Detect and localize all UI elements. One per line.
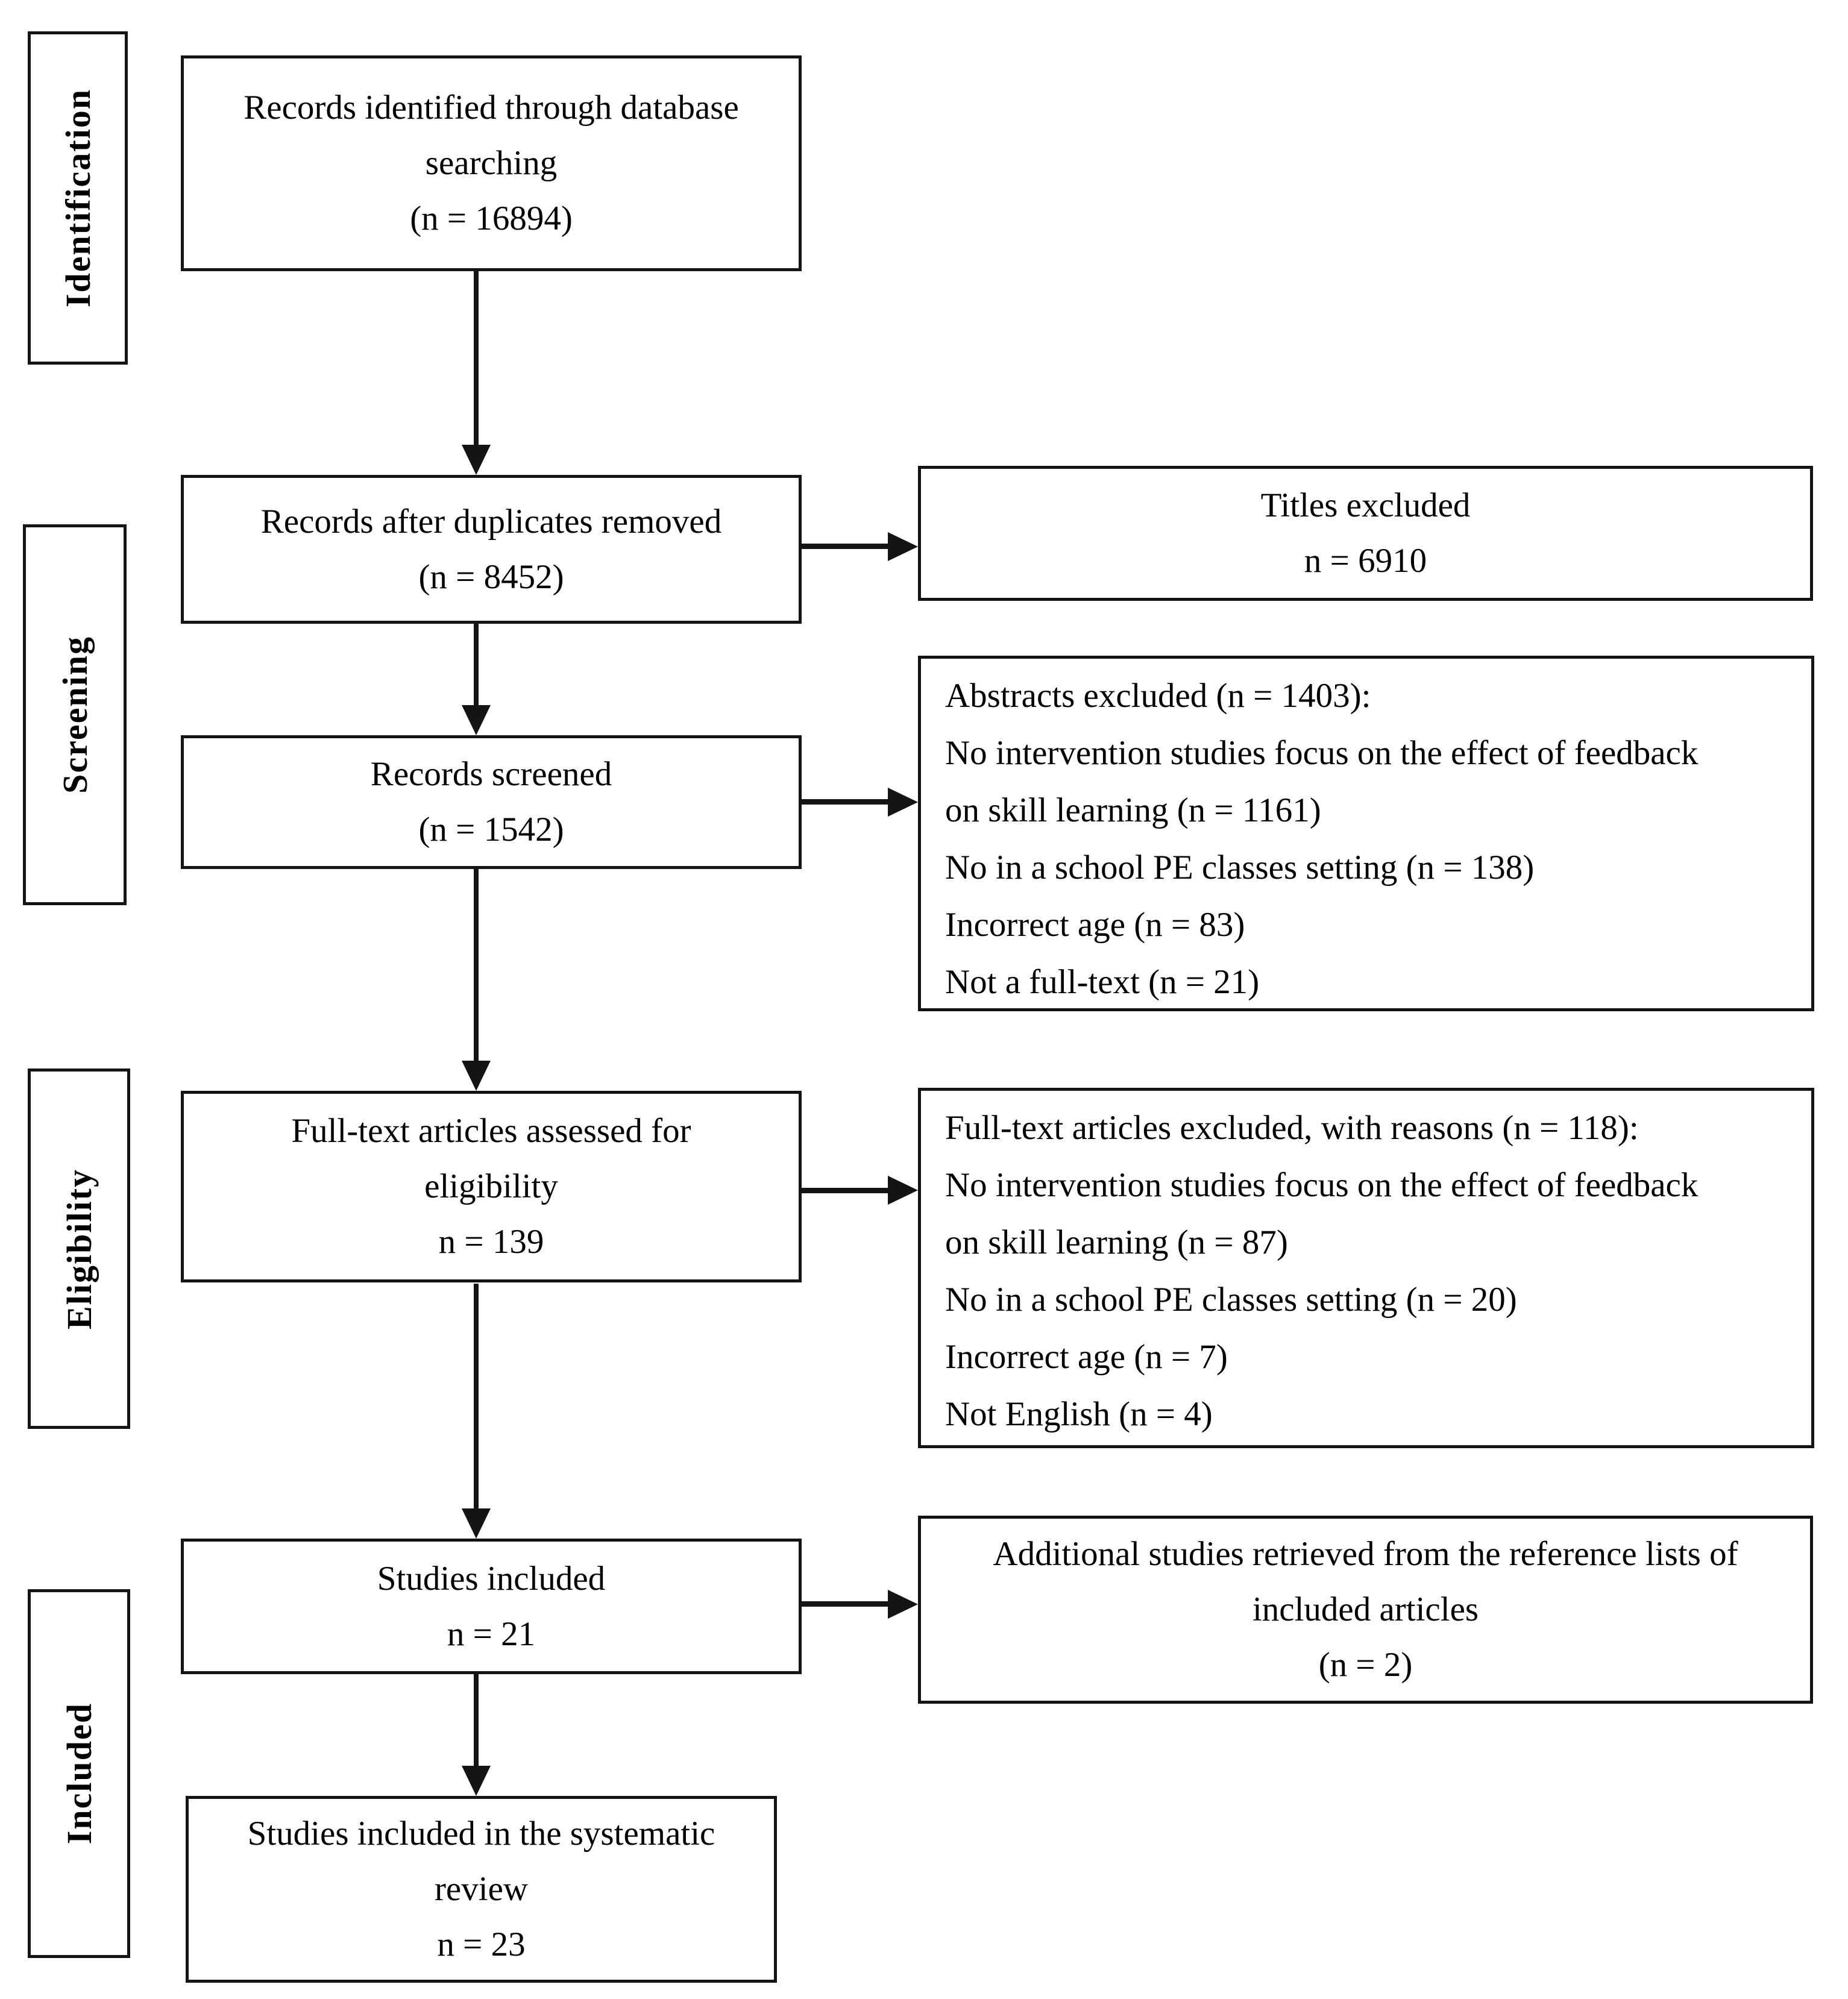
- arrow-right-head-icon: [888, 1176, 918, 1205]
- stage-label-screening: Screening: [55, 636, 95, 794]
- arrow-down-line: [474, 869, 479, 1064]
- text-line: n = 21: [447, 1615, 536, 1653]
- text-line: Records screened: [370, 755, 612, 793]
- arrow-right-head-icon: [888, 532, 918, 561]
- box-studies-in-review: [186, 1796, 777, 1983]
- box-abstracts-excluded: [918, 656, 1814, 1011]
- arrow-down-line: [474, 1674, 479, 1769]
- box-records-screened: [181, 735, 802, 869]
- arrow-down-head-icon: [462, 1508, 491, 1539]
- arrow-down-head-icon: [462, 705, 491, 735]
- text-line: Records identified through database: [244, 89, 739, 127]
- text-line: n = 23: [437, 1925, 526, 1963]
- text-line: (n = 1542): [418, 811, 564, 849]
- arrow-down-line: [474, 271, 479, 447]
- box-fulltext-excluded: [918, 1088, 1814, 1448]
- box-titles-excluded: [918, 466, 1813, 601]
- arrow-down-line: [474, 624, 479, 708]
- text-line: review: [434, 1870, 529, 1908]
- text-line: eligibility: [424, 1167, 558, 1205]
- box-additional-studies: [918, 1516, 1813, 1704]
- text-line: Titles excluded: [1260, 486, 1471, 524]
- box-fulltext-assessed: [181, 1091, 802, 1282]
- arrow-right-line: [802, 1188, 891, 1193]
- text-line: included articles: [1252, 1590, 1479, 1628]
- stage-label-included: Included: [59, 1702, 99, 1845]
- text-line: No intervention studies focus on the effect of feedback: [945, 1166, 1699, 1204]
- text-line: Full-text articles excluded, with reasons (n = 118):: [945, 1109, 1639, 1147]
- text-line: on skill learning (n = 87): [945, 1223, 1288, 1261]
- stage-box-eligibility: [28, 1069, 130, 1429]
- stage-box-screening: [23, 524, 127, 905]
- box-records-identified: [181, 55, 802, 271]
- text-line: No in a school PE classes setting (n = 20): [945, 1281, 1517, 1319]
- arrow-right-line: [802, 544, 891, 549]
- text-line: Incorrect age (n = 83): [945, 906, 1245, 944]
- text-line: Studies included: [377, 1559, 606, 1598]
- stage-label-identification: Identification: [58, 88, 98, 308]
- text-line: (n = 2): [1318, 1646, 1413, 1684]
- text-line: n = 6910: [1304, 542, 1427, 580]
- arrow-down-line: [474, 1284, 479, 1511]
- text-line: Not a full-text (n = 21): [945, 963, 1260, 1001]
- text-line: n = 139: [438, 1223, 544, 1261]
- arrow-down-head-icon: [462, 1061, 491, 1091]
- text-line: Full-text articles assessed for: [291, 1112, 691, 1150]
- stage-label-eligibility: Eligibility: [59, 1168, 99, 1329]
- arrow-right-line: [802, 1601, 891, 1607]
- text-line: No in a school PE classes setting (n = 138): [945, 849, 1535, 887]
- arrow-right-head-icon: [888, 1590, 918, 1619]
- text-line: Not English (n = 4): [945, 1395, 1213, 1433]
- text-line: Abstracts excluded (n = 1403):: [945, 677, 1371, 715]
- arrow-down-head-icon: [462, 445, 491, 475]
- stage-box-included: [28, 1589, 130, 1958]
- arrow-down-head-icon: [462, 1766, 491, 1796]
- box-records-after-duplicates: [181, 475, 802, 624]
- text-line: Incorrect age (n = 7): [945, 1338, 1228, 1376]
- text-line: (n = 16894): [410, 199, 573, 237]
- stage-box-identification: [28, 31, 128, 365]
- text-line: No intervention studies focus on the effect of feedback: [945, 734, 1699, 772]
- text-line: searching: [425, 144, 558, 182]
- text-line: (n = 8452): [418, 557, 564, 596]
- arrow-right-line: [802, 799, 891, 805]
- text-line: Studies included in the systematic: [247, 1815, 715, 1853]
- text-line: on skill learning (n = 1161): [945, 791, 1321, 829]
- text-line: Additional studies retrieved from the reference lists of: [993, 1535, 1738, 1573]
- arrow-right-head-icon: [888, 788, 918, 817]
- box-studies-included: [181, 1539, 802, 1674]
- text-line: Records after duplicates removed: [260, 502, 722, 541]
